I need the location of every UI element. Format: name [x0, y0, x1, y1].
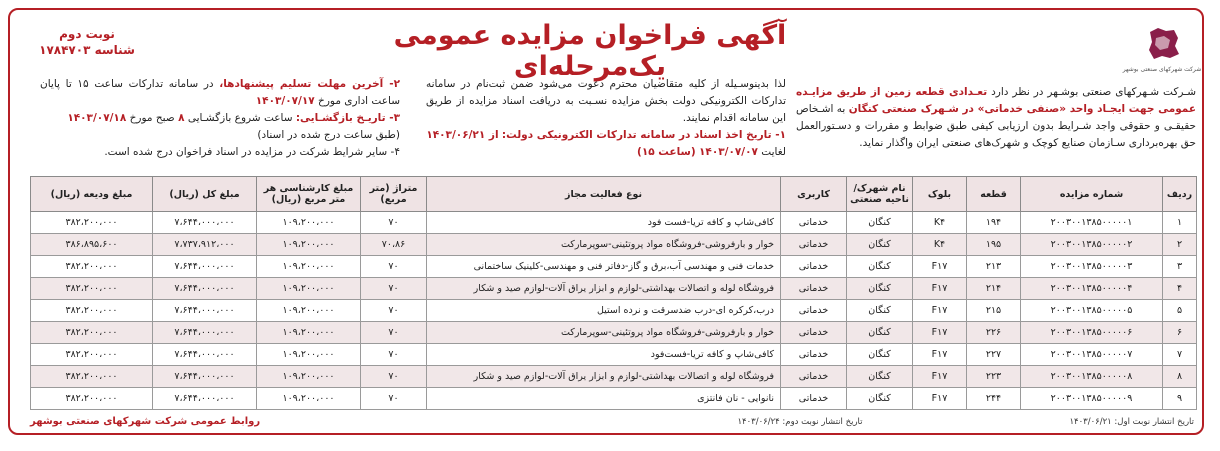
cell-plot: ۱۹۴ — [967, 212, 1021, 234]
cell-area: ۷۰ — [361, 388, 427, 410]
cell-plot: ۲۱۵ — [967, 300, 1021, 322]
public-relations-signature: روابط عمومی شرکت شهرکهای صنعتی بوشهر — [30, 416, 261, 427]
deadlines-paragraph — [40, 76, 400, 161]
cell-area: ۷۰ — [361, 322, 427, 344]
cell-town: کنگان — [847, 344, 913, 366]
cell-auction-number: ۲۰۰۳۰۰۱۳۸۵۰۰۰۰۰۳ — [1021, 256, 1163, 278]
company-logo — [1122, 22, 1202, 84]
table-row — [31, 388, 1197, 410]
cell-block: F۱۷ — [913, 256, 967, 278]
cell-block: F۱۷ — [913, 300, 967, 322]
table-row — [31, 234, 1197, 256]
cell-area: ۷۰ — [361, 256, 427, 278]
intro-highlight: تعـدادی قطعه زمین از طریق مزایـده عمومی جهت ایجـاد واحد «صنفی خدماتی» در شـهرک صنعتی کنگان — [796, 86, 1196, 115]
col-plot: قطعه — [967, 177, 1021, 212]
cell-area: ۷۰ — [361, 300, 427, 322]
col-usage: کاربری — [781, 177, 847, 212]
cell-row: ۴ — [1163, 278, 1197, 300]
logo-caption: شرکت شهرکهای صنعتی بوشهر — [1122, 66, 1202, 73]
cell-auction-number: ۲۰۰۳۰۰۱۳۸۵۰۰۰۰۰۵ — [1021, 300, 1163, 322]
cell-activity: خوار و بارفروشی-فروشگاه مواد پروتئینی-سوپرمارکت — [427, 322, 781, 344]
cell-plot: ۲۲۶ — [967, 322, 1021, 344]
item3-mid: صبح مورخ — [129, 112, 175, 124]
cell-deposit: ۳۸۲،۲۰۰،۰۰۰ — [31, 256, 153, 278]
ad-id: شناسه ۱۷۸۴۷۰۳ — [39, 43, 135, 57]
cell-block: F۱۷ — [913, 344, 967, 366]
cell-total-price: ۷،۶۴۴،۰۰۰،۰۰۰ — [153, 366, 257, 388]
first-publication-date: تاریخ انتشار نوبت اول: ۱۴۰۳/۰۶/۲۱ — [1069, 417, 1194, 427]
item1-from: از ۱۴۰۳/۰۶/۲۱ — [426, 129, 499, 141]
cell-price-per-m2: ۱۰۹،۲۰۰،۰۰۰ — [257, 366, 361, 388]
cell-row: ۲ — [1163, 234, 1197, 256]
cell-usage: خدماتی — [781, 256, 847, 278]
table-row — [31, 256, 1197, 278]
table-header-row — [31, 177, 1197, 212]
cell-area: ۷۰ — [361, 344, 427, 366]
cell-total-price: ۷،۶۴۴،۰۰۰،۰۰۰ — [153, 300, 257, 322]
item2-text: در سامانه تدارکات ساعت ۱۵ تا پایان ساعت اداری مورخ — [40, 78, 400, 107]
cell-usage: خدماتی — [781, 212, 847, 234]
table-row — [31, 212, 1197, 234]
item1-time: (ساعت ۱۵) — [637, 146, 696, 158]
item1-to: ۱۴۰۳/۰۷/۰۷ — [699, 146, 758, 158]
invitation-paragraph — [426, 76, 786, 161]
cell-total-price: ۷،۶۴۴،۰۰۰،۰۰۰ — [153, 322, 257, 344]
col-activity: نوع فعالیت مجاز — [427, 177, 781, 212]
cell-activity: خوار و بارفروشی-فروشگاه مواد پروتئینی-سوپرمارکت — [427, 234, 781, 256]
cell-row: ۳ — [1163, 256, 1197, 278]
item3-label: ۳- تاریـخ بازگشـایی: — [295, 112, 400, 124]
auction-table — [30, 176, 1197, 410]
cell-row: ۸ — [1163, 366, 1197, 388]
cell-price-per-m2: ۱۰۹،۲۰۰،۰۰۰ — [257, 344, 361, 366]
cell-activity: فروشگاه لوله و اتصالات بهداشتی-لوازم و ابزار یراق آلات-لوازم صید و شکار — [427, 278, 781, 300]
cell-row: ۵ — [1163, 300, 1197, 322]
cell-usage: خدماتی — [781, 366, 847, 388]
cell-total-price: ۷،۶۴۴،۰۰۰،۰۰۰ — [153, 212, 257, 234]
cell-usage: خدماتی — [781, 234, 847, 256]
cell-deposit: ۳۸۲،۲۰۰،۰۰۰ — [31, 278, 153, 300]
cell-deposit: ۳۸۲،۲۰۰،۰۰۰ — [31, 344, 153, 366]
cell-town: کنگان — [847, 322, 913, 344]
item4: ۴- سایر شرایط شرکت در مزایده در اسناد فراخوان درج شده است. — [104, 146, 400, 158]
cell-auction-number: ۲۰۰۳۰۰۱۳۸۵۰۰۰۰۰۱ — [1021, 212, 1163, 234]
table-row — [31, 366, 1197, 388]
cell-town: کنگان — [847, 278, 913, 300]
table-row — [31, 322, 1197, 344]
cell-activity: نانوایی - نان فانتزی — [427, 388, 781, 410]
cell-area: ۷۰ — [361, 212, 427, 234]
cell-price-per-m2: ۱۰۹،۲۰۰،۰۰۰ — [257, 322, 361, 344]
cell-town: کنگان — [847, 300, 913, 322]
cell-plot: ۲۲۳ — [967, 366, 1021, 388]
cell-plot: ۲۲۷ — [967, 344, 1021, 366]
cell-total-price: ۷،۶۴۴،۰۰۰،۰۰۰ — [153, 278, 257, 300]
cell-plot: ۲۴۴ — [967, 388, 1021, 410]
item3-text: ساعت شروع بازگشـایی — [187, 112, 293, 124]
cell-town: کنگان — [847, 234, 913, 256]
cell-town: کنگان — [847, 366, 913, 388]
deadline-item — [40, 76, 400, 110]
cell-town: کنگان — [847, 388, 913, 410]
cell-auction-number: ۲۰۰۳۰۰۱۳۸۵۰۰۰۰۰۶ — [1021, 322, 1163, 344]
cell-usage: خدماتی — [781, 322, 847, 344]
cell-usage: خدماتی — [781, 388, 847, 410]
item1-label: ۱- تاریخ اخذ اسناد در سامانه تدارکات الکترونیکی دولت: — [501, 129, 786, 141]
cell-plot: ۲۱۳ — [967, 256, 1021, 278]
cell-price-per-m2: ۱۰۹،۲۰۰،۰۰۰ — [257, 388, 361, 410]
cell-deposit: ۳۸۲،۲۰۰،۰۰۰ — [31, 212, 153, 234]
document-dates — [426, 127, 786, 144]
invitation-text: لذا بدینوسـیله از کلیه متقاضیان محترم دعوت می‌شود ضمن ثبت‌نام در سامانه تدارکات الکترونیکی دولت بخش مزایده نسـبت به دریافت اسناد مزایده از طریق این سامانه اقدام نمایند. — [426, 78, 786, 124]
cell-deposit: ۳۸۶،۸۹۵،۶۰۰ — [31, 234, 153, 256]
cell-price-per-m2: ۱۰۹،۲۰۰،۰۰۰ — [257, 212, 361, 234]
cell-area: ۷۰ — [361, 278, 427, 300]
cell-deposit: ۳۸۲،۲۰۰،۰۰۰ — [31, 388, 153, 410]
item3-note: (طبق ساعت درج شده در اسناد) — [257, 129, 400, 141]
cell-total-price: ۷،۶۴۴،۰۰۰،۰۰۰ — [153, 256, 257, 278]
table-row — [31, 278, 1197, 300]
col-price-per-m2: مبلغ کارشناسی هر متر مربع (ریال) — [257, 177, 361, 212]
cell-activity: کافی‌شاپ و کافه تریا-فست‌فود — [427, 344, 781, 366]
cell-auction-number: ۲۰۰۳۰۰۱۳۸۵۰۰۰۰۰۸ — [1021, 366, 1163, 388]
opening-item — [40, 110, 400, 127]
item3-date: ۱۴۰۳/۰۷/۱۸ — [67, 112, 127, 124]
cell-row: ۷ — [1163, 344, 1197, 366]
document-end — [426, 144, 786, 161]
item3-hour: ۸ — [178, 112, 185, 124]
item2-label: ۲- آخرین مهلت تسلیم پیشنهادها، — [219, 78, 401, 90]
cell-activity: درب،کرکره ای-درب ضدسرقت و نرده استیل — [427, 300, 781, 322]
col-block: بلوک — [913, 177, 967, 212]
cell-total-price: ۷،۷۳۷،۹۱۲،۰۰۰ — [153, 234, 257, 256]
iran-map-logo-icon — [1144, 26, 1182, 62]
cell-price-per-m2: ۱۰۹،۲۰۰،۰۰۰ — [257, 278, 361, 300]
cell-activity: خدمات فنی و مهندسی آب،برق و گاز-دفاتر فنی و مهندسی-کلینیک ساختمانی — [427, 256, 781, 278]
cell-auction-number: ۲۰۰۳۰۰۱۳۸۵۰۰۰۰۰۲ — [1021, 234, 1163, 256]
intro-text-1: شـرکت شـهرکهای صنعتی بوشـهر در نظر دارد — [991, 86, 1196, 98]
cell-auction-number: ۲۰۰۳۰۰۱۳۸۵۰۰۰۰۰۹ — [1021, 388, 1163, 410]
cell-total-price: ۷،۶۴۴،۰۰۰،۰۰۰ — [153, 344, 257, 366]
cell-row: ۶ — [1163, 322, 1197, 344]
cell-block: F۱۷ — [913, 278, 967, 300]
cell-deposit: ۳۸۲،۲۰۰،۰۰۰ — [31, 366, 153, 388]
intro-paragraph — [796, 84, 1196, 152]
cell-plot: ۱۹۵ — [967, 234, 1021, 256]
cell-price-per-m2: ۱۰۹،۲۰۰،۰۰۰ — [257, 300, 361, 322]
cell-block: F۱۷ — [913, 388, 967, 410]
intro-text-2: به اشـخاص حقیقـی و حقوقی واجد شـرایط بدون ارزیابی کیفی طبق ضوابط و مقررات و دسـتورالعمل حق بهره‌برداری سـازمان صنایع کوچک و شهرک‌های صنعتی ایران واگذار نماید. — [796, 103, 1196, 149]
turn-label: نوبت دوم — [59, 27, 115, 41]
cell-area: ۷۰ — [361, 366, 427, 388]
cell-block: K۴ — [913, 212, 967, 234]
cell-auction-number: ۲۰۰۳۰۰۱۳۸۵۰۰۰۰۰۷ — [1021, 344, 1163, 366]
cell-area: ۷۰،۸۶ — [361, 234, 427, 256]
cell-price-per-m2: ۱۰۹،۲۰۰،۰۰۰ — [257, 256, 361, 278]
col-deposit: مبلغ ودیعه (ریال) — [31, 177, 153, 212]
table-row — [31, 300, 1197, 322]
cell-block: F۱۷ — [913, 322, 967, 344]
cell-auction-number: ۲۰۰۳۰۰۱۳۸۵۰۰۰۰۰۴ — [1021, 278, 1163, 300]
table-body — [31, 212, 1197, 410]
col-row: ردیف — [1163, 177, 1197, 212]
cell-row: ۹ — [1163, 388, 1197, 410]
cell-block: K۴ — [913, 234, 967, 256]
cell-total-price: ۷،۶۴۴،۰۰۰،۰۰۰ — [153, 388, 257, 410]
cell-activity: کافی‌شاپ و کافه تریا-فست فود — [427, 212, 781, 234]
cell-usage: خدماتی — [781, 278, 847, 300]
cell-town: کنگان — [847, 212, 913, 234]
col-auction-number: شماره مزایده — [1021, 177, 1163, 212]
cell-activity: فروشگاه لوله و اتصالات بهداشتی-لوازم و ابزار یراق آلات-لوازم صید و شکار — [427, 366, 781, 388]
cell-price-per-m2: ۱۰۹،۲۰۰،۰۰۰ — [257, 234, 361, 256]
table-row — [31, 344, 1197, 366]
col-town: نام شهرک/ناحیه صنعتی — [847, 177, 913, 212]
second-publication-date: تاریخ انتشار نوبت دوم: ۱۴۰۳/۰۶/۲۴ — [737, 417, 863, 427]
item2-date: ۱۴۰۳/۰۷/۱۷ — [255, 95, 315, 107]
publication-turn — [22, 26, 152, 58]
cell-usage: خدماتی — [781, 300, 847, 322]
cell-block: F۱۷ — [913, 366, 967, 388]
col-area: متراژ (متر مربع) — [361, 177, 427, 212]
cell-row: ۱ — [1163, 212, 1197, 234]
item1-to-pre: لغایت — [761, 146, 786, 158]
cell-deposit: ۳۸۲،۲۰۰،۰۰۰ — [31, 322, 153, 344]
cell-town: کنگان — [847, 256, 913, 278]
ad-title: آگهی فراخوان مزایده عمومی یک‌مرحله‌ای — [393, 20, 787, 82]
cell-plot: ۲۱۴ — [967, 278, 1021, 300]
col-total-price: مبلغ کل (ریال) — [153, 177, 257, 212]
cell-usage: خدماتی — [781, 344, 847, 366]
cell-deposit: ۳۸۲،۲۰۰،۰۰۰ — [31, 300, 153, 322]
